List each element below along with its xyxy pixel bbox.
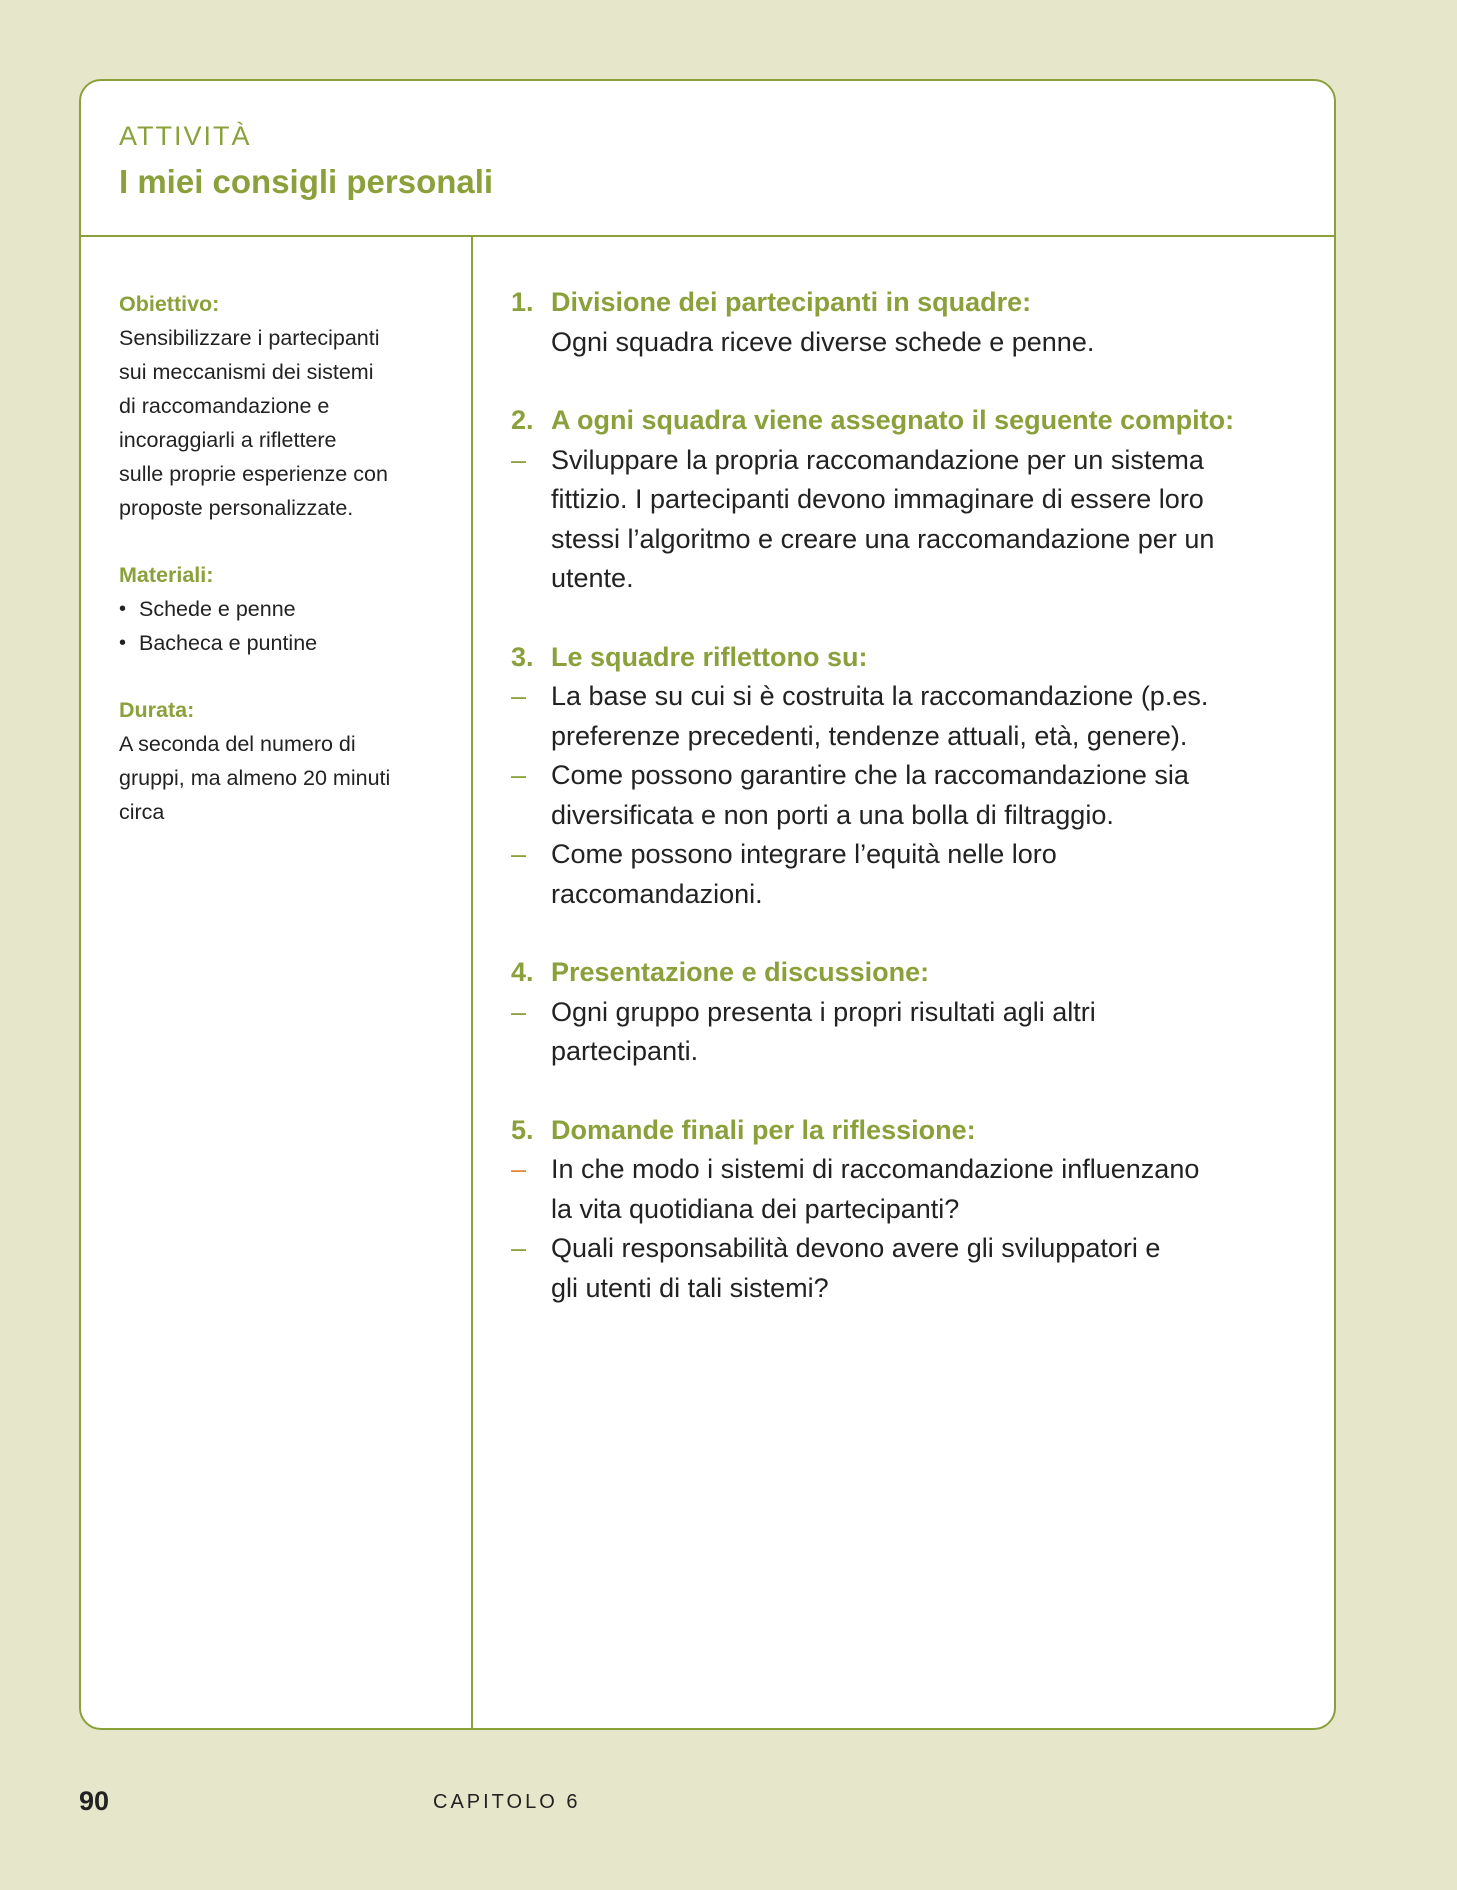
step-2 [511, 401, 1301, 599]
steps-list [511, 283, 1301, 1347]
bullet-line [511, 993, 1301, 1033]
objective-line: proposte personalizzate. [119, 496, 354, 520]
chapter-label: CAPITOLO 6 [433, 1791, 581, 1813]
dash-icon: – [511, 444, 527, 475]
objective-label: Obiettivo: [119, 292, 220, 316]
duration-block [119, 693, 439, 829]
card-header [81, 81, 1334, 237]
step-number: 5. [511, 1114, 534, 1145]
step-heading [511, 283, 1301, 323]
step-heading [511, 638, 1301, 678]
step-4 [511, 953, 1301, 1072]
dash-icon: – [511, 996, 527, 1027]
materials-block [119, 558, 439, 660]
bullet-text: Ogni gruppo presenta i propri risultati agli altri [551, 996, 1096, 1027]
column-divider [471, 237, 473, 1728]
bullet-continuation: raccomandazioni. [551, 878, 763, 909]
dash-icon: – [511, 1233, 527, 1263]
materials-list [119, 592, 439, 660]
dash-icon: – [511, 839, 527, 869]
materials-item: • Schede e penne [119, 592, 439, 626]
objective-block [119, 287, 439, 525]
bullet-text: Come possono integrare l’equità nelle loro [551, 839, 1057, 869]
bullet-line [511, 756, 1301, 796]
objective-line: Sensibilizzare i partecipanti [119, 326, 380, 350]
duration-line: A seconda del numero di [119, 732, 356, 756]
dash-icon: – [511, 681, 527, 711]
step-text: Ogni squadra riceve diverse schede e penne. [551, 326, 1095, 357]
step-title: Domande finali per la riflessione: [551, 1114, 976, 1145]
bullet-continuation: utente. [551, 563, 634, 593]
step-title: Le squadre riflettono su: [551, 641, 868, 672]
bullet-continuation: diversificata e non porti a una bolla di filtraggio. [551, 799, 1114, 830]
objective-line: sui meccanismi dei sistemi [119, 360, 374, 384]
materials-item: • Bacheca e puntine [119, 626, 439, 660]
activity-kicker: ATTIVITÀ [119, 121, 252, 151]
objective-line: incoraggiarli a riflettere [119, 428, 337, 452]
step-title: Presentazione e discussione: [551, 957, 930, 987]
bullet-text: In che modo i sistemi di raccomandazione influenzano [551, 1154, 1200, 1184]
bullet-continuation: preferenze precedenti, tendenze attuali, età, genere). [551, 720, 1188, 751]
bullet-continuation: stessi l’algoritmo e creare una raccomandazione per un [551, 523, 1215, 554]
page-number: 90 [79, 1786, 110, 1816]
step-1 [511, 283, 1301, 362]
duration-label: Durata: [119, 698, 195, 722]
bullet-continuation: la vita quotidiana dei partecipanti? [551, 1193, 960, 1224]
dash-icon: – [511, 1154, 527, 1184]
step-heading [511, 1111, 1301, 1151]
duration-line: circa [119, 800, 165, 824]
activity-card [79, 79, 1336, 1730]
sidebar [119, 287, 439, 862]
step-title: Divisione dei partecipanti in squadre: [551, 287, 1032, 317]
bullet-continuation: gli utenti di tali sistemi? [551, 1272, 829, 1303]
step-heading [511, 953, 1301, 993]
bullet-continuation: fittizio. I partecipanti devono immaginare di essere loro [551, 484, 1204, 514]
objective-line: di raccomandazione e [119, 394, 330, 418]
activity-title: I miei consigli personali [119, 163, 494, 200]
step-5 [511, 1111, 1301, 1309]
bullet-text: La base su cui si è costruita la raccomandazione (p.es. [551, 681, 1209, 711]
step-number: 2. [511, 405, 534, 435]
materials-label: Materiali: [119, 563, 214, 587]
bullet-continuation: partecipanti. [551, 1036, 699, 1066]
bullet-text: Sviluppare la propria raccomandazione per un sistema [551, 444, 1204, 475]
bullet-text: Come possono garantire che la raccomandazione sia [551, 760, 1189, 790]
bullet-line [511, 1150, 1301, 1190]
bullet-line [511, 835, 1301, 875]
objective-line: sulle proprie esperienze con [119, 462, 388, 486]
dash-icon: – [511, 760, 527, 790]
step-3 [511, 638, 1301, 915]
bullet-line [511, 441, 1301, 481]
step-heading [511, 401, 1301, 441]
step-number: 1. [511, 287, 534, 317]
duration-line: gruppi, ma almeno 20 minuti [119, 766, 391, 790]
step-number: 3. [511, 641, 534, 672]
step-number: 4. [511, 957, 534, 987]
bullet-line [511, 1229, 1301, 1269]
bullet-line [511, 677, 1301, 717]
step-title: A ogni squadra viene assegnato il seguente compito: [551, 405, 1235, 435]
bullet-text: Quali responsabilità devono avere gli sviluppatori e [551, 1233, 1161, 1263]
